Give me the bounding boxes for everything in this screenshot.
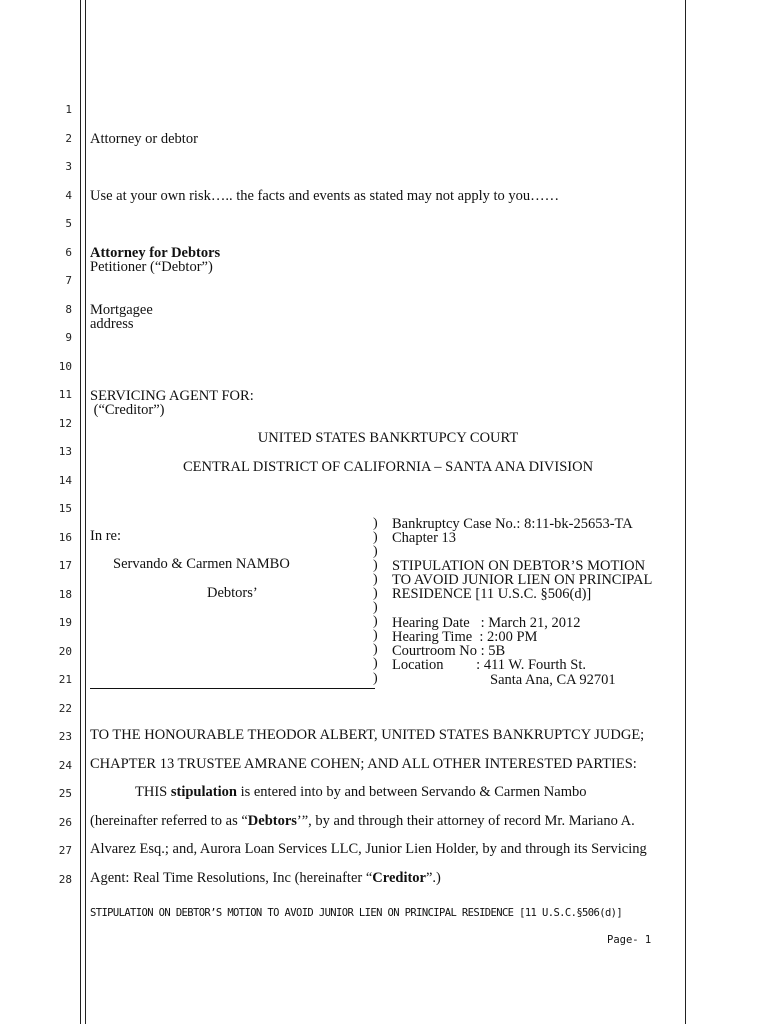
body-line-28: Agent: Real Time Resolutions, Inc (hereinafter “Creditor”.) <box>90 870 441 886</box>
line-number: 24 <box>58 759 72 772</box>
creditor-bold: Creditor <box>372 870 426 886</box>
line-number: 2 <box>65 132 72 145</box>
debtors-label: Debtors’ <box>207 585 258 601</box>
line-number: 25 <box>58 787 72 800</box>
line-number: 20 <box>58 645 72 658</box>
line-number: 23 <box>58 730 72 743</box>
line-number: 4 <box>65 189 72 202</box>
line-number: 16 <box>58 531 72 544</box>
body-line-23: TO THE HONOURABLE THEODOR ALBERT, UNITED STATES BANKRUPTCY JUDGE; <box>90 727 645 743</box>
body-line-24: CHAPTER 13 TRUSTEE AMRANE COHEN; AND ALL OTHER INTERESTED PARTIES: <box>90 756 637 772</box>
line-number: 7 <box>65 274 72 287</box>
line-number: 17 <box>58 559 72 572</box>
body-line-26: (hereinafter referred to as “Debtors’”, by and through their attorney of record Mr. Mariano A. <box>90 813 635 829</box>
location: Location : 411 W. Fourth St. <box>392 657 587 673</box>
line-number: 6 <box>65 246 72 259</box>
attorney-for-debtors: Attorney for Debtors <box>90 245 221 261</box>
body-line-27: Alvarez Esq.; and, Aurora Loan Services LLC, Junior Lien Holder, by and through its Servicing <box>90 841 647 857</box>
footer-title: STIPULATION ON DEBTOR’S MOTION TO AVOID JUNIOR LIEN ON PRINCIPAL RESIDENCE [11 U.S.C.§506(d)] <box>90 907 623 919</box>
court-district: CENTRAL DISTRICT OF CALIFORNIA – SANTA ANA DIVISION <box>182 459 594 475</box>
line-number: 12 <box>58 417 72 430</box>
line-number: 10 <box>58 360 72 373</box>
line-number: 22 <box>58 702 72 715</box>
line-number: 26 <box>58 816 72 829</box>
hearing-time: Hearing Time : 2:00 PM <box>392 629 538 645</box>
mortgagee: Mortgagee <box>90 302 153 318</box>
stipulation-title-3: RESIDENCE [11 U.S.C. §506(d)] <box>392 586 592 602</box>
line-number: 3 <box>65 160 72 173</box>
chapter: Chapter 13 <box>392 530 457 546</box>
petitioner: Petitioner (“Debtor”) <box>90 259 213 275</box>
line-number: 19 <box>58 616 72 629</box>
margin-rule-left <box>80 0 81 1024</box>
line-number: 28 <box>58 873 72 886</box>
caption-rule <box>90 688 375 689</box>
city: Santa Ana, CA 92701 <box>490 672 616 688</box>
stipulation-title-2: TO AVOID JUNIOR LIEN ON PRINCIPAL <box>392 572 653 588</box>
servicing-agent: SERVICING AGENT FOR: <box>90 388 254 404</box>
in-re: In re: <box>90 528 121 544</box>
line-number: 9 <box>65 331 72 344</box>
line-number: 8 <box>65 303 72 316</box>
courtroom: Courtroom No : 5B <box>392 643 506 659</box>
disclaimer: Use at your own risk….. the facts and events as stated may not apply to you…… <box>90 188 560 204</box>
page-number: Page- 1 <box>607 934 652 946</box>
court-name: UNITED STATES BANKRTUPCY COURT <box>257 430 519 446</box>
stipulation-bold: stipulation <box>170 784 237 800</box>
line-number: 21 <box>58 673 72 686</box>
line-number: 1 <box>65 103 72 116</box>
creditor: (“Creditor”) <box>90 402 165 418</box>
line-number: 27 <box>58 844 72 857</box>
case-number: Bankruptcy Case No.: 8:11-bk-25653-TA <box>392 516 633 532</box>
caption-parentheses: ) ) ) ) ) ) ) ) ) ) ) ) <box>373 516 378 686</box>
line-number: 13 <box>58 445 72 458</box>
margin-rule-left-inner <box>85 0 86 1024</box>
hearing-date: Hearing Date : March 21, 2012 <box>392 615 581 631</box>
line-number: 5 <box>65 217 72 230</box>
debtors-bold: Debtors <box>247 813 297 829</box>
line-number: 18 <box>58 588 72 601</box>
line-number: 11 <box>58 388 72 401</box>
debtor-names: Servando & Carmen NAMBO <box>113 556 290 572</box>
line-number: 14 <box>58 474 72 487</box>
attorney-or-debtor: Attorney or debtor <box>90 131 198 147</box>
address: address <box>90 316 134 332</box>
stipulation-title-1: STIPULATION ON DEBTOR’S MOTION <box>392 558 646 574</box>
body-line-25: THIS stipulation is entered into by and between Servando & Carmen Nambo <box>135 784 587 800</box>
margin-rule-right <box>685 0 686 1024</box>
line-number: 15 <box>58 502 72 515</box>
